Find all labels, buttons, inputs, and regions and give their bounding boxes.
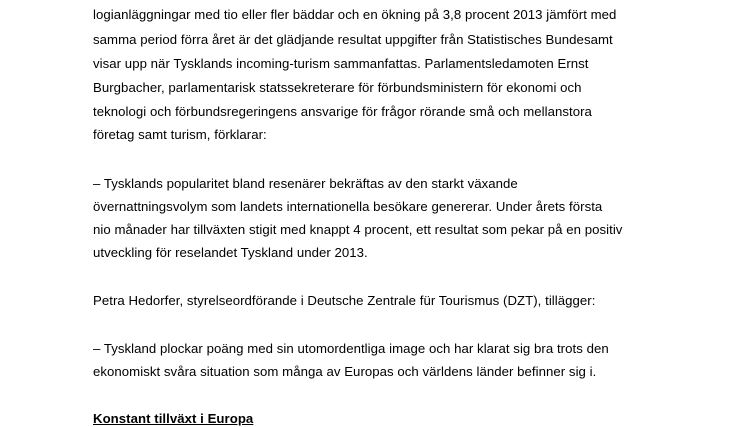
paragraph-1-line-3: visar upp när Tysklands incoming-turism sammanfattas. Parlamentsledamoten Ernst <box>93 56 589 71</box>
paragraph-1-line-6: företag samt turism, förklarar: <box>93 127 267 142</box>
paragraph-3-line-1: Petra Hedorfer, styrelseordförande i Deutsche Zentrale für Tourismus (DZT), tillägger: <box>93 293 596 308</box>
paragraph-1-line-2: samma period förra året är det glädjande resultat uppgifter från Statistisches Bundesamt <box>93 32 613 47</box>
paragraph-2-line-1: – Tysklands popularitet bland resenärer bekräftas av den starkt växande <box>93 176 518 191</box>
paragraph-1-line-4: Burgbacher, parlamentarisk statssekreterare för förbundsministern för ekonomi och <box>93 80 582 95</box>
paragraph-1-line-1: logianläggningar med tio eller fler bäddar och en ökning på 3,8 procent 2013 jämfört med <box>93 7 617 22</box>
paragraph-4-line-2: ekonomiskt svåra situation som många av Europas och världens länder befinner sig i. <box>93 364 597 379</box>
paragraph-4-line-1: – Tyskland plockar poäng med sin utomordentliga image och har klarat sig bra trots den <box>93 341 609 356</box>
paragraph-1-line-5: teknologi och förbundsregeringens ansvarige för frågor rörande små och mellanstora <box>93 104 592 119</box>
paragraph-2-line-4: utveckling för reselandet Tyskland under 2013. <box>93 245 368 260</box>
paragraph-2-line-2: övernattningsvolym som landets internationella besökare genererar. Under årets första <box>93 199 603 214</box>
section-heading: Konstant tillväxt i Europa <box>93 411 254 426</box>
paragraph-2-line-3: nio månader har tillväxten stigit med knappt 4 procent, ett resultat som pekar på en positiv <box>93 222 623 237</box>
